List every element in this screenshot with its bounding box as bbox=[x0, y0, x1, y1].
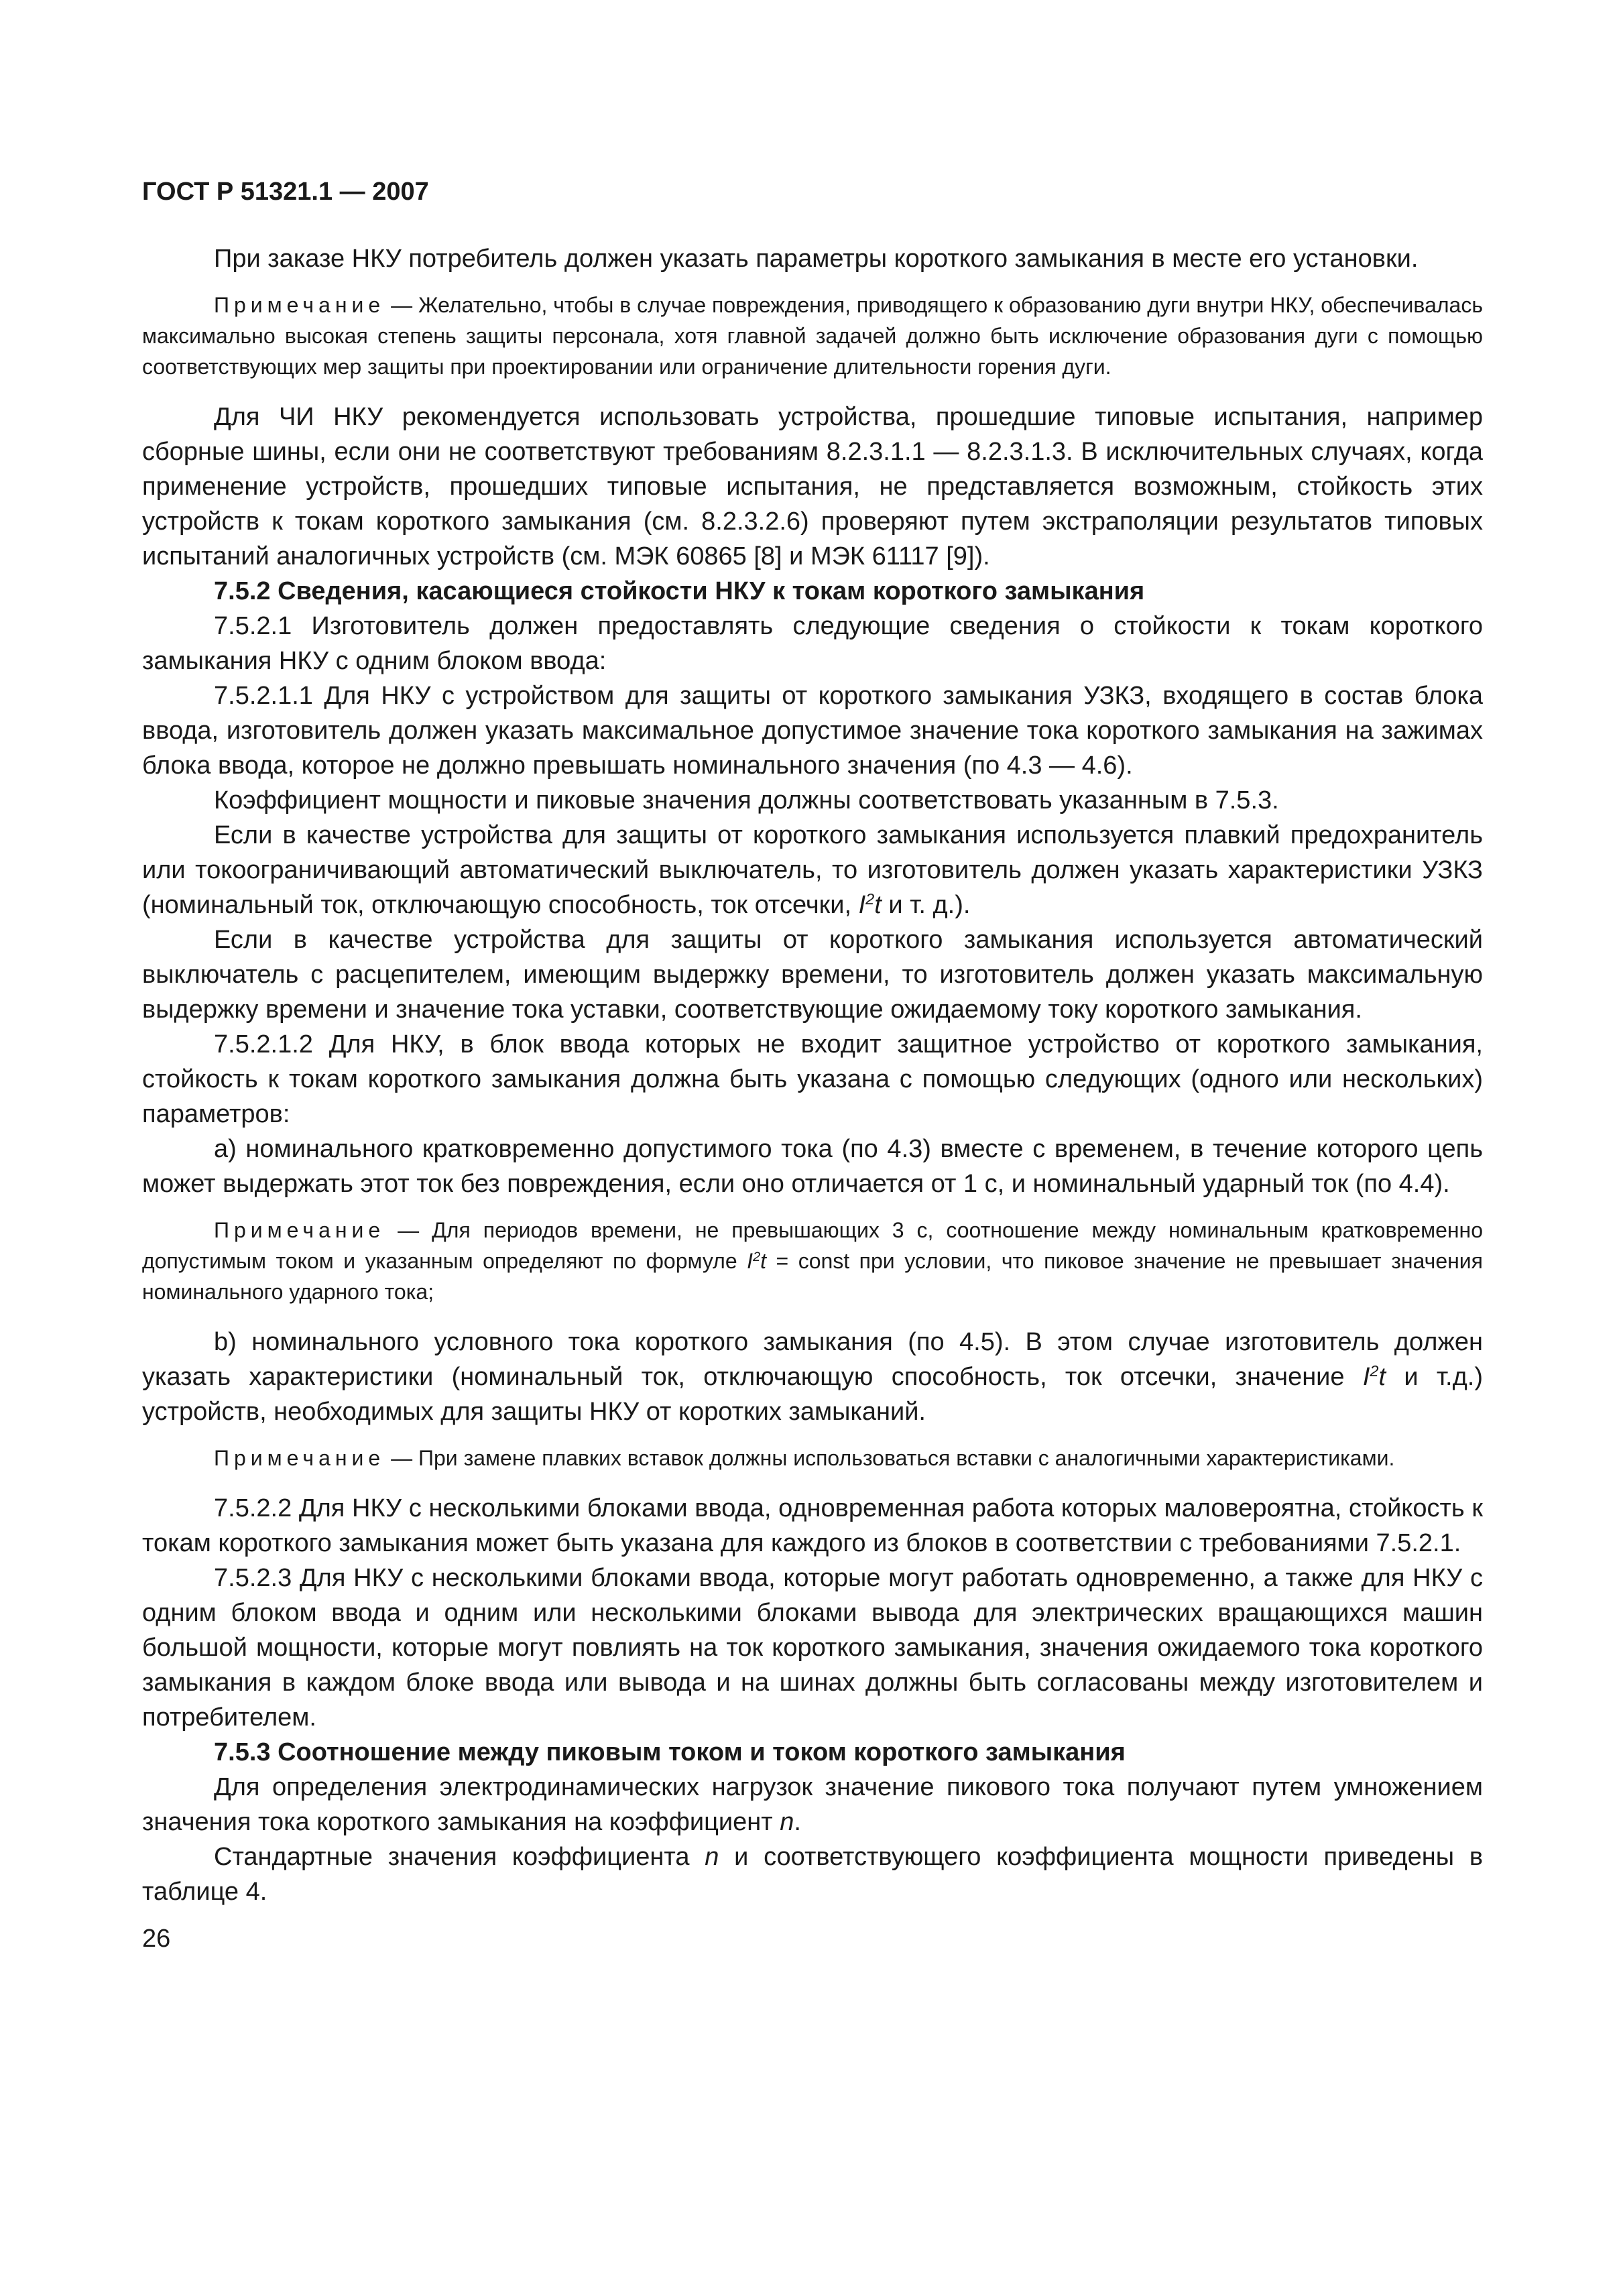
clause-7-5-2-1-1: 7.5.2.1.1 Для НКУ с устройством для защиты от короткого замыкания УЗКЗ, входящего в состав блока ввода, изготовитель должен указать максимальное допустимое значение тока короткого замыкания на зажимах блока ввода, которое не должно превышать номинального значения (по 4.3 — 4.6). bbox=[142, 682, 1483, 780]
item-b: b) номинального условного тока короткого замыкания (по 4.5). В этом случае изготовитель должен указать характеристики (номинальный ток, отключающую способность, ток отсечки, значение $I^2t$ и т.д.) устройств, необходимых для защиты НКУ от коротких замыканий. bbox=[142, 1328, 1483, 1426]
formula-i2t: $I^2t$ bbox=[858, 890, 882, 919]
note-label: Примечание bbox=[214, 1218, 385, 1242]
item-a: а) номинального кратковременно допустимого тока (по 4.3) вместе с временем, в течение которого цепь может выдержать этот ток без повреждения, если оно отличается от 1 с, и номинальный ударный ток (по 4.4). bbox=[142, 1135, 1483, 1198]
clause-7-5-2-3: 7.5.2.3 Для НКУ с несколькими блоками ввода, которые могут работать одновременно, а также для НКУ с одним блоком ввода и одним или несколькими блоками вывода для электрических вращающихся машин большой мощности, которые могут повлиять на ток короткого замыкания, значения ожидаемого тока короткого замыкания в каждом блоке ввода или вывода и на шинах должны быть согласованы между изготовителем и потребителем. bbox=[142, 1564, 1483, 1732]
formula-i2t: $I^2t$ bbox=[747, 1249, 766, 1273]
note-i2t-const: Примечание — Для периодов времени, не превышающих 3 с, соотношение между номинальным кратковременно допустимым током и указанным определяют по формуле $I^2t$ = const при условии, что пиковое значение не превышает значения номинального ударного тока; bbox=[142, 1218, 1484, 1304]
paragraph-power-factor: Коэффициент мощности и пиковые значения должны соответствовать указанным в 7.5.3. bbox=[214, 786, 1279, 814]
note-text: Желательно, чтобы в случае повреждения, приводящего к образованию дуги внутри НКУ, обеспечивалась максимально высокая степень защиты персонала, хотя главной задачей должно быть исключение образования дуги с помощью соответствующих мер защиты при проектировании или ограничение длительности горения дуги. bbox=[142, 293, 1484, 379]
section-heading-7-5-2: 7.5.2 Сведения, касающиеся стойкости НКУ к токам короткого замыкания bbox=[214, 577, 1145, 605]
paragraph-standard-values: Стандартные значения коэффициента n и соответствующего коэффициента мощности приведены в таблице 4. bbox=[142, 1843, 1484, 1906]
paragraph-peak-current: Для определения электродинамических нагрузок значение пикового тока получают путем умножением значения тока короткого замыкания на коэффициент n. bbox=[142, 1773, 1483, 1836]
paragraph-breaker: Если в качестве устройства для защиты от короткого замыкания используется автоматический выключатель с расцепителем, имеющим выдержку времени, то изготовитель должен указать максимальную выдержку времени и значение тока уставки, соответствующие ожидаемому току короткого замыкания. bbox=[142, 926, 1483, 1024]
page-number: 26 bbox=[142, 1925, 171, 1953]
note-label: Примечание bbox=[214, 293, 385, 317]
paragraph-type-tested: Для ЧИ НКУ рекомендуется использовать устройства, прошедшие типовые испытания, например сборные шины, если они не соответствуют требованиям 8.2.3.1.1 — 8.2.3.1.3. В исключительных случаях, когда применение устройств, прошедших типовые испытания, не представляется возможным, стойкость этих устройств к токам короткого замыкания (см. 8.2.3.2.6) проверяют путем экстраполяции результатов типовых испытаний аналогичных устройств (см. МЭК 60865 [8] и МЭК 61117 [9]). bbox=[142, 403, 1483, 570]
document-page bbox=[142, 154, 1483, 2252]
section-heading-7-5-3: 7.5.3 Соотношение между пиковым током и током короткого замыкания bbox=[214, 1738, 1126, 1766]
note-fuse-replacement: Примечание — При замене плавких вставок должны использоваться вставки с аналогичными характеристиками. bbox=[214, 1446, 1395, 1470]
paragraph-fuse: Если в качестве устройства для защиты от короткого замыкания используется плавкий предохранитель или токоограничивающий автоматический выключатель, то изготовитель должен указать характеристики УЗКЗ (номинальный ток, отключающую способность, ток отсечки, $I^2t$ и т. д.). bbox=[142, 821, 1483, 919]
document-header: ГОСТ Р 51321.1 — 2007 bbox=[142, 178, 429, 206]
clause-7-5-2-2: 7.5.2.2 Для НКУ с несколькими блоками ввода, одновременная работа которых маловероятна, стойкость к токам короткого замыкания может быть указана для каждого из блоков в соответствии с требованиями 7.5.2.1. bbox=[142, 1494, 1483, 1557]
clause-7-5-2-1: 7.5.2.1 Изготовитель должен предоставлять следующие сведения о стойкости к токам короткого замыкания НКУ с одним блоком ввода: bbox=[142, 612, 1483, 675]
note-label: Примечание bbox=[214, 1446, 385, 1470]
clause-7-5-2-1-2: 7.5.2.1.2 Для НКУ, в блок ввода которых не входит защитное устройство от короткого замыкания, стойкость к токам короткого замыкания должна быть указана с помощью следующих (одного или нескольких) параметров: bbox=[142, 1030, 1483, 1128]
formula-i2t: $I^2t$ bbox=[1362, 1362, 1386, 1391]
paragraph-order-params: При заказе НКУ потребитель должен указать параметры короткого замыкания в месте его установки. bbox=[214, 245, 1419, 273]
note-text: При замене плавких вставок должны использоваться вставки с аналогичными характеристиками. bbox=[418, 1446, 1395, 1470]
note-arc-protection: Примечание — Желательно, чтобы в случае повреждения, приводящего к образованию дуги внутри НКУ, обеспечивалась максимально высокая степень защиты персонала, хотя главной задачей должно быть исключение образования дуги с помощью соответствующих мер защиты при проектировании или ограничение длительности горения дуги. bbox=[142, 293, 1484, 379]
